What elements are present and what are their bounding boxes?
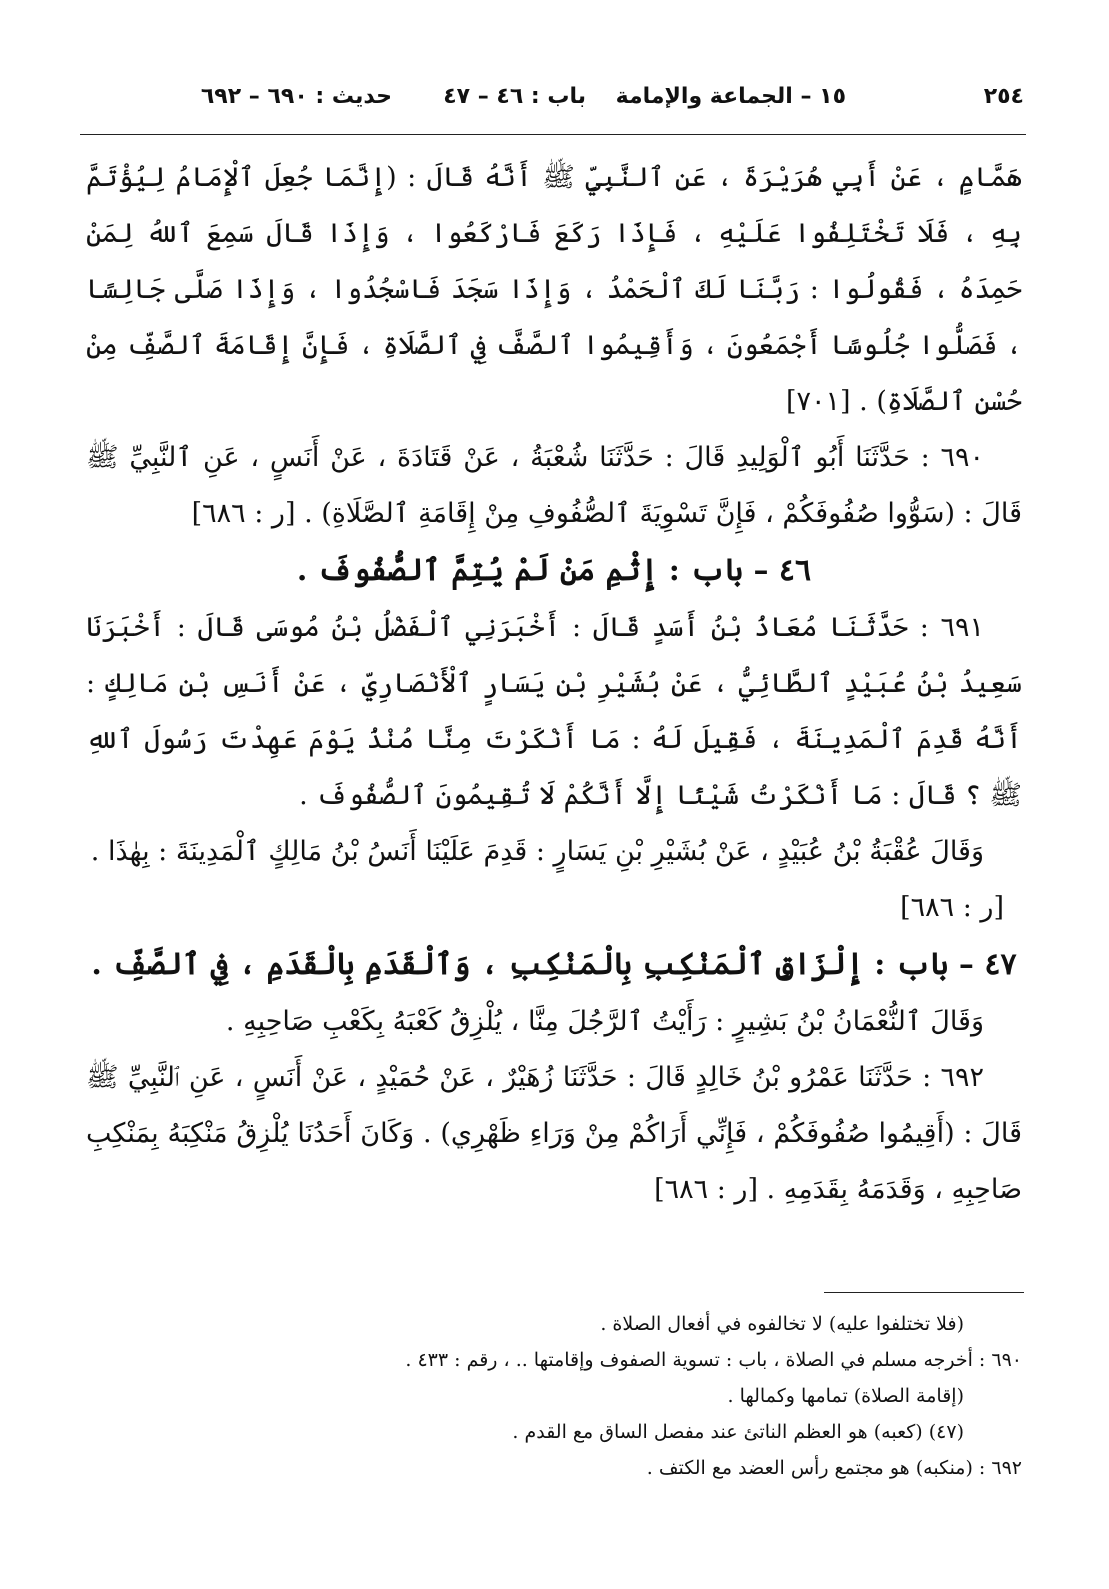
- hadith-689-continuation: هَمَّامٍ ، عَنْ أَبِي هُرَيْرَةَ ، عَنِ ٱلنَّبِيِّ ﷺ أَنَّهُ قَالَ : (إِنَّمَا جُعِلَ ٱلْإِمَامُ لِيُؤْتَمَّ بِهِ ، فَلَا تَخْتَلِفُوا عَلَيْهِ ، فَإِذَا رَكَعَ فَارْكَعُوا ، وَإِذَا قَالَ سَمِعَ ٱللهُ لِمَنْ حَمِدَهُ ، فَقُولُوا : رَبَّنَا لَكَ ٱلْحَمْدُ ، وَإِذَا سَجَدَ فَاسْجُدُوا ، وَإِذَا صَلَّى جَالِسًا ، فَصَلُّوا جُلُوسًا أَجْمَعُونَ ، وَأَقِيمُوا ٱلصَّفَّ فِي ٱلصَّلَاةِ ، فَإِنَّ إِقَامَةَ ٱلصَّفِّ مِنْ حُسْنِ ٱلصَّلَاةِ) . [٧٠١]: [86, 162, 1022, 417]
- hadith-690: ٦٩٠ : حَدَّثَنَا أَبُو ٱلْوَلِيدِ قَالَ : حَدَّثَنَا شُعْبَةُ ، عَنْ قَتَادَةَ ، عَنْ أَنَسٍ ، عَنِ ٱلنَّبِيِّ ﷺ قَالَ : (سَوُّوا صُفُوفَكُمْ ، فَإِنَّ تَسْوِيَةَ ٱلصُّفُوفِ مِنْ إِقَامَةِ ٱلصَّلَاةِ) . [ر : ٦٨٦]: [86, 442, 1022, 529]
- footnote-divider: [824, 1292, 1024, 1293]
- hadith-691: ٦٩١ : حَدَّثَنَا مُعَاذُ بْنُ أَسَدٍ قَالَ : أَخْبَرَنِي ٱلْفَضْلُ بْنُ مُوسَى قَالَ : أَخْبَرَنَا سَعِيدُ بْنُ عُبَيْدٍ ٱلطَّائِيُّ ، عَنْ بُشَيْرِ بْنِ يَسَارٍ ٱلْأَنْصَارِيِّ ، عَنْ أَنَسِ بْنِ مَالِكٍ : أَنَّهُ قَدِمَ ٱلْمَدِينَةَ ، فَقِيلَ لَهُ : مَا أَنْكَرْتَ مِنَّا مُنْذُ يَوْمَ عَهِدْتَ رَسُولَ ٱللهِ ﷺ ؟ قَالَ : مَا أَنْكَرْتُ شَيْئًا إِلَّا أَنَّكُمْ لَا تُقِيمُونَ ٱلصُّفُوفَ .: [86, 612, 1022, 811]
- footnotes: [86, 1306, 1022, 1486]
- chapter-46-heading: ٤٦ – باب : إِثْمِ مَنْ لَمْ يُتِمَّ ٱلصُّفُوفَ .: [296, 553, 812, 588]
- chapter-47-note: وَقَالَ ٱلنُّعْمَانُ بْنُ بَشِيرٍ : رَأَيْتُ ٱلرَّجُلَ مِنَّا ، يُلْزِقُ كَعْبَهُ بِكَعْبِ صَاحِبِهِ .: [225, 1006, 984, 1037]
- running-header: [82, 84, 1024, 118]
- page-number: ٢٥٤: [983, 84, 1024, 109]
- hadith-range: حديث : ٦٩٠ – ٦٩٢: [200, 84, 392, 109]
- footnote: ٦٩٠ : أخرجه مسلم في الصلاة ، باب : تسوية الصفوف وإقامتها .. ، رقم : ٤٣٣ .: [405, 1349, 1022, 1371]
- hadith-691-note: وَقَالَ عُقْبَةُ بْنُ عُبَيْدٍ ، عَنْ بُشَيْرِ بْنِ يَسَارٍ : قَدِمَ عَلَيْنَا أَنَسُ بْنُ مَالِكٍ ٱلْمَدِينَةَ : بِهٰذَا .: [90, 836, 984, 867]
- hadith-691-reference: [ر : ٦٨٦]: [900, 892, 1004, 923]
- footnote: (٤٧) (كعبه) هو العظم الناتئ عند مفصل الساق مع القدم .: [512, 1421, 964, 1443]
- hadith-692: ٦٩٢ : حَدَّثَنَا عَمْرُو بْنُ خَالِدٍ قَالَ : حَدَّثَنَا زُهَيْرٌ ، عَنْ حُمَيْدٍ ، عَنْ أَنَسٍ ، عَنِ ٱلنَّبِيِّ ﷺ قَالَ : (أَقِيمُوا صُفُوفَكُمْ ، فَإِنِّي أَرَاكُمْ مِنْ وَرَاءِ ظَهْرِي) . وَكَانَ أَحَدُنَا يُلْزِقُ مَنْكِبَهُ بِمَنْكِبِ صَاحِبِهِ ، وَقَدَمَهُ بِقَدَمِهِ . [ر : ٦٨٦]: [86, 1062, 1022, 1205]
- main-text: [86, 150, 1022, 1218]
- header-divider: [80, 134, 1026, 135]
- chapter-47-heading: ٤٧ – باب : إِلْزَاقِ ٱلْمَنْكِبِ بِالْمَنْكِبِ ، وَٱلْقَدَمِ بِالْقَدَمِ ، فِي ٱلصَّفِّ .: [91, 947, 1017, 982]
- book-title: ١٥ – الجماعة والإمامة: [615, 84, 846, 109]
- footnote: ٦٩٢ : (منكبه) هو مجتمع رأس العضد مع الكتف .: [646, 1457, 1022, 1479]
- footnote: (فلا تختلفوا عليه) لا تخالفوه في أفعال الصلاة .: [600, 1313, 964, 1335]
- footnote: (إقامة الصلاة) تمامها وكمالها .: [727, 1385, 964, 1407]
- chapter-range: باب : ٤٦ – ٤٧: [443, 84, 586, 109]
